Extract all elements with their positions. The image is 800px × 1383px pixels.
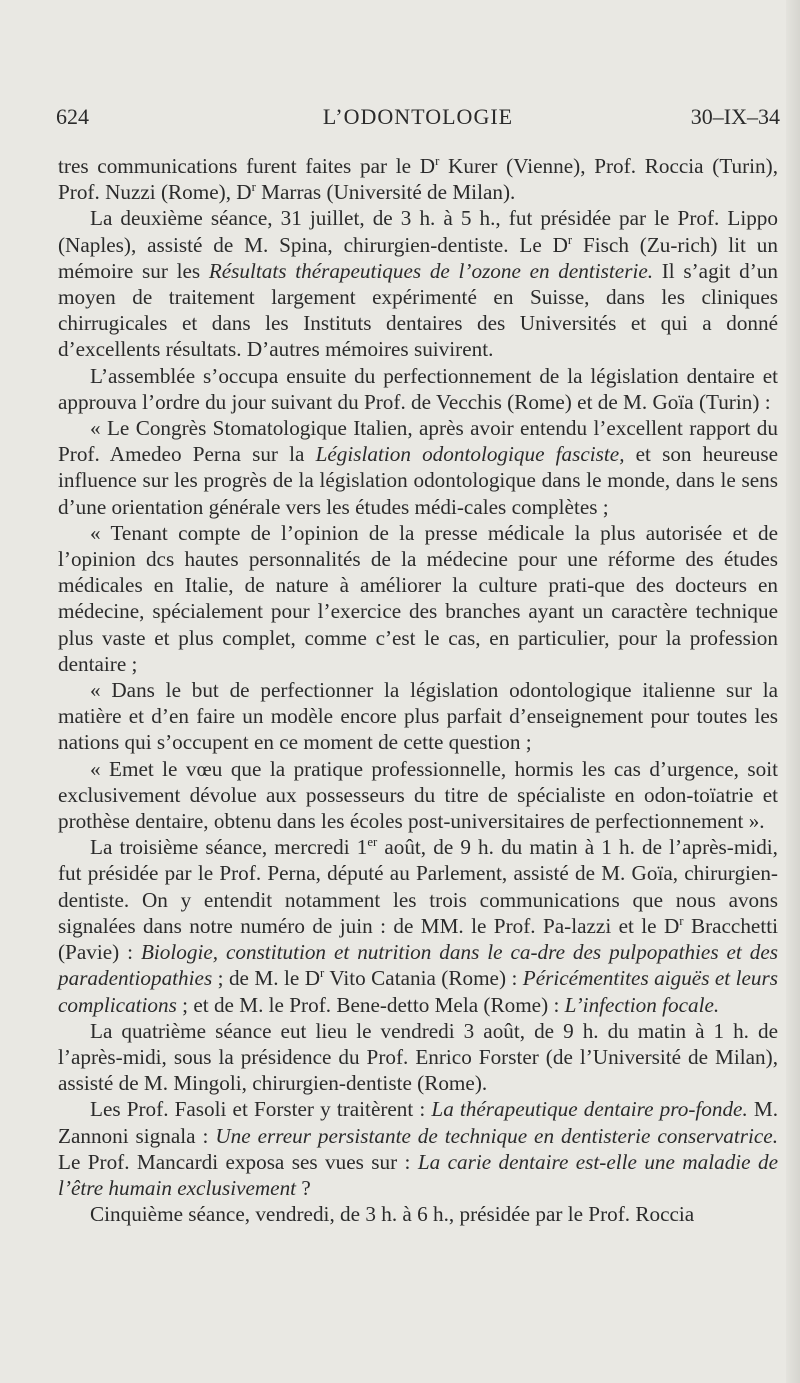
paragraph [58,520,778,677]
superscript: r [679,913,684,928]
text-run: L’assemblée s’occupa ensuite du perfectionnement de la législation dentaire et approuva l’ordre du jour suivant du Prof. de Vecchis (Rome) et de M. Goïa (Turin) : [58,363,778,414]
paragraph [58,834,778,1017]
text-run: Vito Catania (Rome) : [324,966,523,991]
paragraph [58,1018,778,1097]
text-run: Kurer (Vienne), Prof. Roccia (Turin), Prof. Nuzzi (Rome), D [58,154,778,205]
text-run: Les Prof. Fasoli et Forster y traitèrent : [90,1097,432,1122]
text-run: « Emet le vœu que la pratique professionnelle, hormis les cas d’urgence, soit exclusivement dévolue aux possesseurs du titre de spécialiste en odon-toïatrie et prothèse dentaire, obtenu dans les écoles post-universitaires de perfectionnement ». [58,756,778,834]
superscript: r [251,180,256,195]
text-run: Le Prof. Mancardi exposa ses vues sur : [58,1149,418,1174]
superscript: r [435,153,440,168]
text-run: Bracchetti (Pavie) : [58,913,778,965]
paragraph [58,1201,778,1227]
paragraph [58,415,778,520]
page-edge-shadow [786,0,800,1383]
paragraph [58,205,778,362]
italic-title: Législation odontologique fasciste, [315,442,625,467]
text-run: « Dans le but de perfectionner la législation odontologique italienne sur la matière et d’en faire un modèle encore plus parfait d’enseignement pour toutes les nations qui s’occupent en ce moment de cette question ; [58,678,778,755]
italic-title: La carie dentaire est-elle une maladie de l’être humain exclusivement [58,1149,778,1200]
superscript: r [320,966,325,981]
italic-title: La thérapeutique dentaire pro-fonde. [431,1097,748,1122]
text-run: Il s’agit d’un moyen de traitement largement expérimenté en Suisse, dans les cliniques chirrugicales et dans les Instituts dentaires des Universités et qui a donné d’excellents résultats. D’autres mémoires suivirent. [58,258,778,362]
superscript: r [567,232,573,247]
superscript: er [367,835,378,850]
article-body [58,153,778,1227]
text-run: ? [296,1175,311,1200]
text-run: M. Zannoni signala : [58,1097,779,1148]
text-run: août, de 9 h. du matin à 1 h. de l’après-midi, fut présidée par le Prof. Perna, député au Parlement, assisté de M. Goïa, chirurgien-dentiste. On y entendit notamment les trois communications que nous avons signalées dans notre numéro de juin : de MM. le Prof. Pa-lazzi et le D [58,835,778,938]
text-run: tres communications furent faites par le D [58,154,436,178]
text-run: ; et de M. le Prof. Bene-detto Mela (Rome) : [176,992,565,1017]
issue-date: 30–IX–34 [690,104,780,129]
italic-title: Péricémentites aiguës et leurs complications [58,966,778,1017]
paragraph [58,756,778,835]
italic-title: Biologie, constitution et nutrition dans le ca-dre des pulpopathies et des paradentiopathies [58,940,778,991]
page-number: 624 [56,104,89,129]
text-run: Marras (Université de Milan). [255,180,516,205]
paragraph [58,677,778,756]
text-run: Cinquième séance, vendredi, de 3 h. à 6 h., présidée par le Prof. Roccia [90,1202,695,1227]
text-run: « Tenant compte de l’opinion de la presse médicale la plus autorisée et de l’opinion dcs hautes personnalités de la médecine pour une réforme des études médicales en Italie, de nature à améliorer la culture prati-que des docteurs en médecine, spécialement pour l’exercice des branches ayant un caractère technique plus vaste et plus complet, comme c’est le cas, en particulier, pour la profession dentaire ; [58,520,778,676]
italic-title: L’infection focale. [564,992,720,1017]
text-run: ; de M. le D [212,966,321,991]
text-run: « Le Congrès Stomatologique Italien, après avoir entendu l’excellent rapport du Prof. Amedeo Perna sur la [58,416,778,467]
text-run: Fisch (Zu-rich) lit un mémoire sur les [58,232,778,283]
text-run: La quatrième séance eut lieu le vendredi 3 août, de 9 h. du matin à 1 h. de l’après-midi, sous la présidence du Prof. Enrico Forster (de l’Université de Milan), assisté de M. Mingoli, chirurgien-dentiste (Rome). [58,1018,778,1096]
paragraph [58,153,778,205]
journal-title: L’ODONTOLOGIE [322,104,514,129]
paragraph [58,363,778,415]
italic-title: Résultats thérapeutiques de l’ozone en dentisterie. [208,258,654,283]
text-run: La deuxième séance, 31 juillet, de 3 h. à 5 h., fut présidée par le Prof. Lippo (Naples), assisté de M. Spina, chirurgien-dentiste. Le D [58,206,778,257]
italic-title: Une erreur persistante de technique en dentisterie conservatrice. [215,1123,778,1148]
text-run: La troisième séance, mercredi 1 [90,835,368,860]
paragraph [58,1096,778,1201]
text-run: et son heureuse influence sur les progrès de la législation odontologique dans le monde, dans le sens d’une orientation générale vers les études médi-cales complètes ; [58,442,778,519]
running-header [56,100,780,134]
